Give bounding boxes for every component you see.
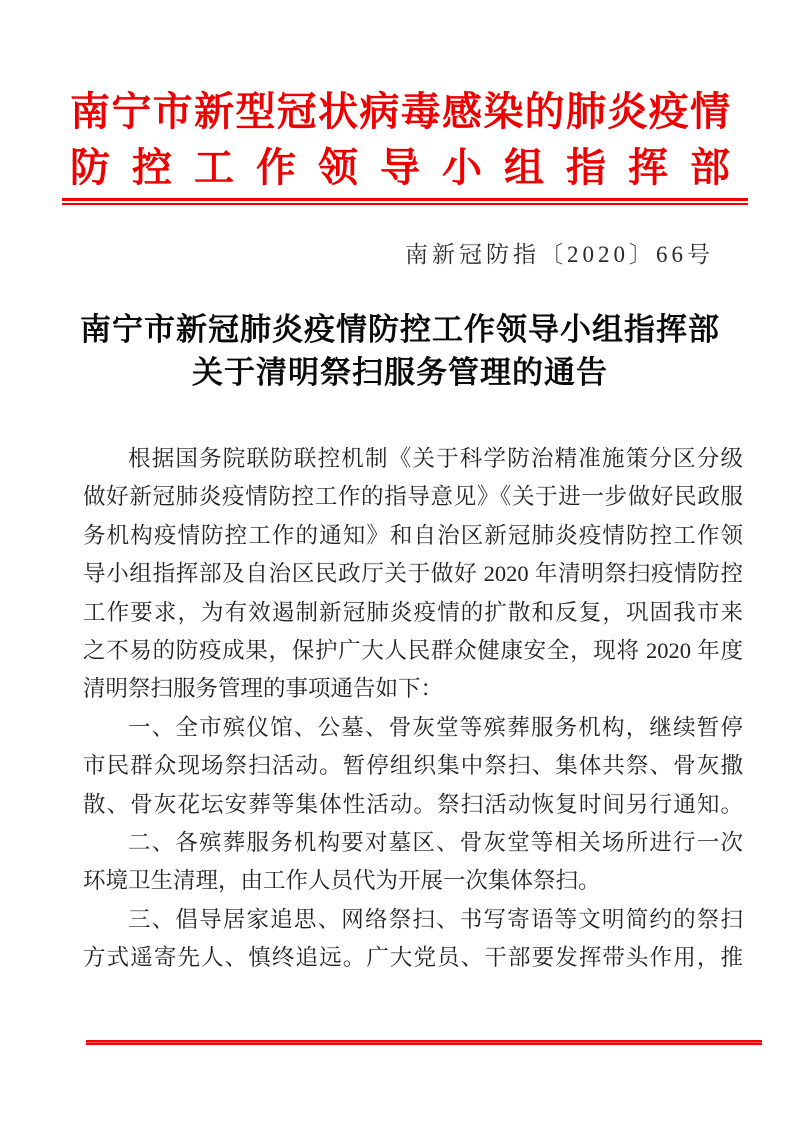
body-line: 务机构疫情防控工作的通知》和自治区新冠肺炎疫情防控工作领	[83, 522, 743, 548]
body-line: 二、各殡葬服务机构要对墓区、骨灰堂等相关场所进行一次	[128, 829, 743, 855]
body-line: 做好新冠肺炎疫情防控工作的指导意见》《关于进一步做好民政服	[83, 484, 743, 510]
body-line: 之不易的防疫成果，保护广大人民群众健康安全，现将 2020 年度	[83, 637, 743, 663]
body-line: 方式遥寄先人、慎终追远。广大党员、干部要发挥带头作用，推	[83, 945, 743, 971]
letterhead-line2: 防控工作领导小组指挥部	[70, 145, 730, 190]
document-title-line1: 南宁市新冠肺炎疫情防控工作领导小组指挥部	[80, 312, 720, 347]
letterhead	[70, 84, 730, 196]
red-double-rule	[62, 198, 748, 205]
body-line: 散、骨灰花坛安葬等集体性活动。祭扫活动恢复时间另行通知。	[83, 791, 743, 817]
body-line: 环境卫生清理，由工作人员代为开展一次集体祭扫。	[83, 868, 601, 894]
letterhead-line1: 南宁市新型冠状病毒感染的肺炎疫情	[70, 89, 730, 134]
body-line: 市民群众现场祭扫活动。暂停组织集中祭扫、集体共祭、骨灰撒	[83, 753, 743, 779]
document-title	[60, 308, 740, 394]
document-body	[83, 440, 743, 977]
body-line: 清明祭扫服务管理的事项通告如下：	[83, 676, 444, 702]
body-line: 根据国务院联防联控机制《关于科学防治精准施策分区分级	[128, 446, 743, 471]
document-number: 南新冠防指〔2020〕66号	[405, 242, 714, 267]
body-line: 一、全市殡仪馆、公墓、骨灰堂等殡葬服务机构，继续暂停	[128, 714, 743, 740]
document-title-line2: 关于清明祭扫服务管理的通告	[192, 355, 608, 390]
body-line: 三、倡导居家追思、网络祭扫、书写寄语等文明简约的祭扫	[128, 906, 743, 932]
red-bottom-rule	[86, 1040, 762, 1045]
body-line: 导小组指挥部及自治区民政厅关于做好 2020 年清明祭扫疫情防控	[83, 561, 743, 587]
body-line: 工作要求，为有效遏制新冠肺炎疫情的扩散和反复，巩固我市来	[83, 599, 743, 625]
